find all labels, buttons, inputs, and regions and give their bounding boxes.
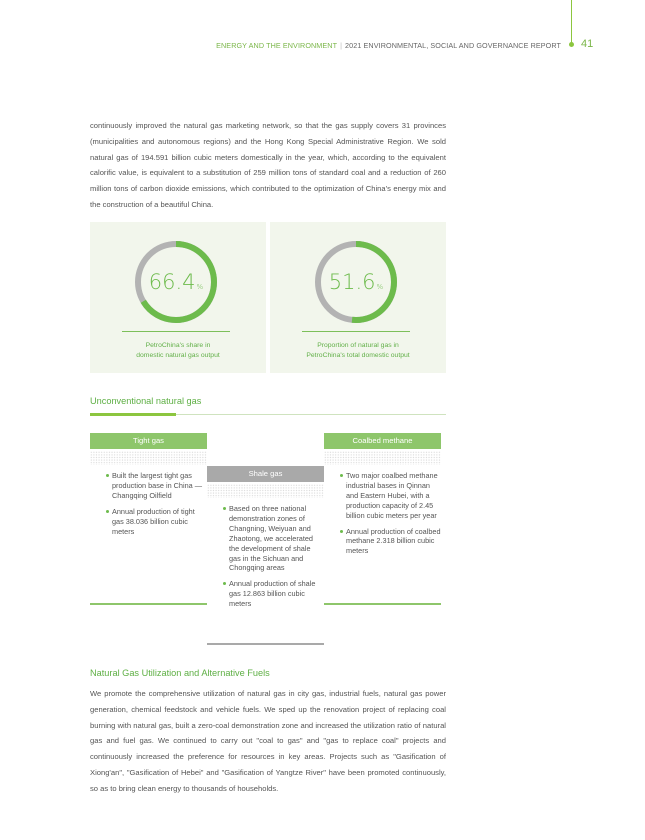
stat-caption bbox=[280, 341, 436, 360]
section-title-utilization: Natural Gas Utilization and Alternative Fuels bbox=[90, 668, 270, 678]
stats-panel bbox=[90, 222, 446, 373]
stat-unit: % bbox=[196, 283, 204, 291]
bullet-item bbox=[340, 471, 441, 521]
bullet-text: Annual production of coalbed methane 2.318 billion cubic meters bbox=[346, 526, 441, 556]
column-heading: Tight gas bbox=[90, 433, 207, 449]
stat-value bbox=[314, 270, 398, 294]
bullet-text: Annual production of shale gas 12.863 billion cubic meters bbox=[229, 579, 316, 609]
page-number: 41 bbox=[581, 38, 594, 50]
column-coalbed-methane bbox=[324, 433, 441, 605]
bullet-text: Annual production of tight gas 38.036 billion cubic meters bbox=[112, 506, 195, 536]
running-header bbox=[216, 41, 561, 50]
column-footer-bar bbox=[324, 603, 441, 605]
bullet-item bbox=[106, 507, 207, 537]
section-title-unconventional: Unconventional natural gas bbox=[90, 396, 202, 406]
stat-divider bbox=[122, 331, 230, 332]
column-tight-gas bbox=[90, 433, 207, 605]
column-footer-bar bbox=[90, 603, 207, 605]
bullet-icon bbox=[106, 510, 109, 513]
bullet-item bbox=[223, 504, 324, 573]
bullet-icon bbox=[106, 474, 109, 477]
header-separator: | bbox=[340, 41, 343, 50]
header-section: ENERGY AND THE ENVIRONMENT bbox=[216, 41, 338, 50]
stat-caption-line: PetroChina's total domestic output bbox=[306, 351, 410, 359]
column-heading: Shale gas bbox=[207, 466, 324, 482]
stat-divider bbox=[302, 331, 410, 332]
bullet-icon bbox=[340, 530, 343, 533]
utilization-paragraph: We promote the comprehensive utilization of natural gas in city gas, industrial fuels, natural gas power generation, chemical feedstock and vehicle fuels. We sped up the renovation project of replacing coal burning with natural gas, built a zero-coal demonstration zone and increased the utilization ratio of natural gas and fuel gas. We continued to carry out "coal to gas" and "gas to replace coal" projects and continuously increased the preference for resources in key areas. Projects such as "Gasification of Xiong'an", "Gasification of Hebei" and "Gasification of Yangtze River" have been promoted continuously, so as to bring clean energy to thousands of households. bbox=[90, 689, 446, 793]
header-report-title: 2021 ENVIRONMENTAL, SOCIAL AND GOVERNANCE REPORT bbox=[345, 41, 561, 50]
stat-card-proportion bbox=[270, 222, 446, 373]
dot-pattern bbox=[324, 451, 441, 465]
bullet-item bbox=[223, 579, 324, 609]
column-shale-gas bbox=[207, 466, 324, 645]
bullet-icon bbox=[223, 582, 226, 585]
column-footer-bar bbox=[207, 643, 324, 645]
stat-caption-line: domestic natural gas output bbox=[136, 351, 220, 359]
column-heading: Coalbed methane bbox=[324, 433, 441, 449]
bullet-icon bbox=[223, 507, 226, 510]
bullet-item bbox=[340, 527, 441, 557]
stat-caption-line: PetroChina's share in bbox=[145, 342, 211, 349]
column-body bbox=[324, 465, 441, 556]
bullet-item bbox=[106, 471, 207, 501]
bullet-text: Two major coalbed methane industrial bases in Qinnan and Eastern Hubei, with a production capacity of 2.45 billion cubic meters per year bbox=[346, 471, 438, 520]
stat-card-share bbox=[90, 222, 266, 373]
bullet-text: Built the largest tight gas production base in China — Changqing Oilfield bbox=[112, 471, 203, 500]
stat-unit: % bbox=[376, 283, 384, 291]
stat-number: 66.4 bbox=[148, 270, 196, 294]
bullet-icon bbox=[340, 474, 343, 477]
header-vertical-rule bbox=[571, 0, 572, 44]
stat-value bbox=[134, 270, 218, 294]
stat-caption bbox=[100, 341, 256, 360]
column-body bbox=[207, 498, 324, 609]
intro-paragraph: continuously improved the natural gas marketing network, so that the gas supply covers 31 provinces (municipalities and autonomous regions) and the Hong Kong Special Administrative Region. We sold natural gas of 194.591 billion cubic meters domestically in the year, which, according to the equivalent calorific value, is equivalent to a substitution of 259 million tons of standard coal and a reduction of 260 million tons of carbon dioxide emissions, which contributed to the optimization of China's energy mix and the construction of a beautiful China. bbox=[90, 121, 446, 209]
dot-pattern bbox=[207, 484, 324, 498]
bullet-text: Based on three national demonstration zones of Changning, Weiyuan and Zhaotong, we accelerated the development of shale gas in the Sichuan and Chongqing areas bbox=[229, 504, 313, 573]
column-body bbox=[90, 465, 207, 536]
section-underline-accent bbox=[90, 413, 176, 416]
stat-caption-line: Proportion of natural gas in bbox=[317, 342, 399, 349]
header-dot bbox=[569, 42, 574, 47]
stat-number: 51.6 bbox=[328, 270, 376, 294]
dot-pattern bbox=[90, 451, 207, 465]
